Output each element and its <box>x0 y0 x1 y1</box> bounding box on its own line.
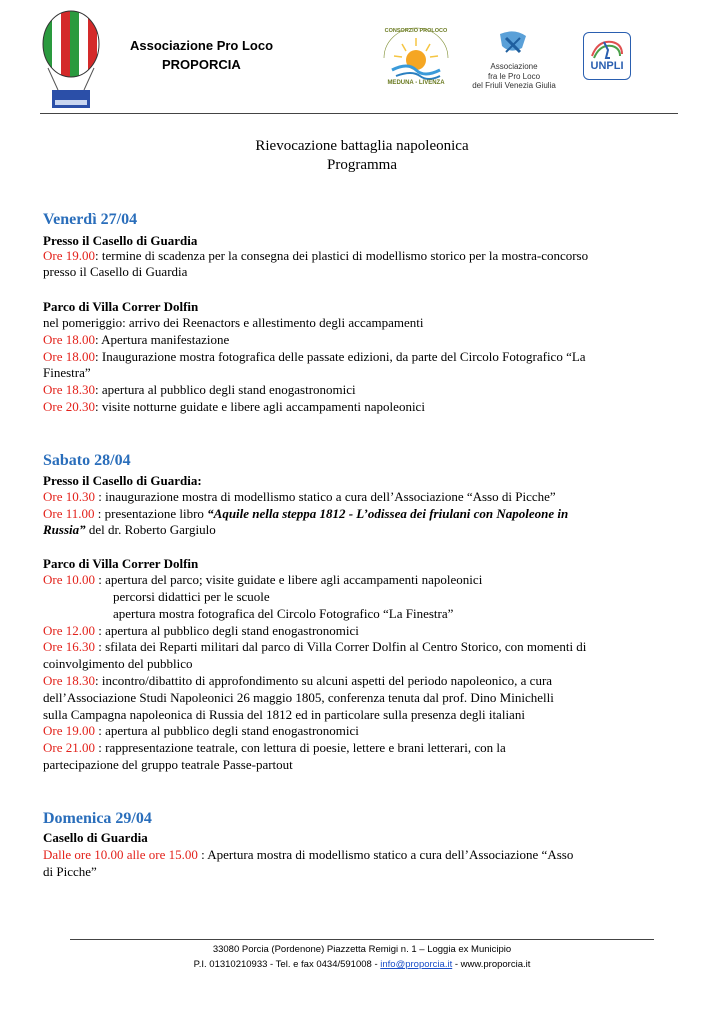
item-text: : visite notturne guidate e libere agli accampamenti napoleonici <box>95 399 425 414</box>
time-label: Ore 10.30 <box>43 489 95 504</box>
schedule-subitem: apertura mostra fotografica del Circolo Fotografico “La Finestra” <box>113 606 454 621</box>
document-title: Rievocazione battaglia napoleonica <box>255 138 469 154</box>
schedule-item <box>43 740 658 757</box>
consorzio-top-text: CONSORZIO PROLOCO <box>384 28 448 34</box>
item-text: di Picche” <box>43 864 97 879</box>
schedule-item <box>43 723 658 740</box>
item-text: presso il Casello di Guardia <box>43 264 188 279</box>
item-text: : presentazione libro <box>94 506 208 521</box>
item-text: del dr. Roberto Gargiulo <box>85 522 216 537</box>
schedule-item-cont <box>43 707 658 724</box>
item-text: : termine di scadenza per la consegna dei plastici di modellismo storico per la mostra-concorso <box>95 248 589 263</box>
document-subtitle: Programma <box>327 157 397 173</box>
fvg-line2: fra le Pro Loco <box>487 71 541 81</box>
fvg-line3: del Friuli Venezia Giulia <box>472 81 556 90</box>
location-heading: Parco di Villa Correr Dolfin <box>43 299 199 314</box>
time-label: Ore 11.00 <box>43 506 95 521</box>
schedule-item <box>43 315 658 332</box>
item-text: : Apertura mostra di modellismo statico a cura dell’Associazione “Asso <box>197 847 574 862</box>
time-label: Dalle ore 10.00 alle ore 15.00 <box>43 847 198 862</box>
consorzio-proloco-logo <box>378 24 454 96</box>
time-label: Ore 18.30 <box>43 382 95 397</box>
location-heading: Parco di Villa Correr Dolfin <box>43 556 199 571</box>
time-label: Ore 21.00 <box>43 740 95 755</box>
item-text: : Apertura manifestazione <box>95 332 230 347</box>
fvg-emblem-icon <box>496 26 532 60</box>
day-heading-sunday: Domenica 29/04 <box>43 810 152 827</box>
item-text: : Inaugurazione mostra fotografica delle passate edizioni, da parte del Circolo Fotografico “La <box>95 349 586 364</box>
location-heading: Casello di Guardia <box>43 830 148 845</box>
schedule-item <box>43 639 658 656</box>
schedule-item <box>43 847 658 864</box>
schedule-item <box>43 623 658 640</box>
location-heading: Presso il Casello di Guardia <box>43 233 198 248</box>
proporcia-balloon-logo <box>40 8 102 110</box>
time-label: Ore 12.00 <box>43 623 95 638</box>
association-subname: PROPORCIA <box>162 57 241 72</box>
schedule-item-cont <box>43 656 658 673</box>
item-text: sulla Campagna napoleonica di Russia del 1812 ed in particolare sulla presenza degli italiani <box>43 707 525 722</box>
fvg-line1: Associazione <box>490 62 538 71</box>
location-heading: Presso il Casello di Guardia: <box>43 473 202 488</box>
unpli-logo <box>583 32 631 80</box>
association-name: Associazione Pro Loco <box>130 38 274 53</box>
book-title: “Aquile nella steppa 1812 - L’odissea dei friulani con Napoleone in <box>207 506 569 521</box>
book-title: Russia” <box>43 522 86 537</box>
time-label: Ore 18.00 <box>43 349 95 364</box>
pro-loco-fvg-logo <box>468 24 560 98</box>
item-text: : sfilata dei Reparti militari dal parco di Villa Correr Dolfin al Centro Storico, con momenti di <box>95 639 587 654</box>
time-label: Ore 18.30 <box>43 673 95 688</box>
schedule-subitem: percorsi didattici per le scuole <box>113 589 270 604</box>
time-label: Ore 16.30 <box>43 639 95 654</box>
schedule-item-cont <box>43 690 658 707</box>
item-text: : inaugurazione mostra di modellismo statico a cura dell’Associazione “Asso di Picche” <box>95 489 556 504</box>
footer-address: 33080 Porcia (Pordenone) Piazzetta Remigi n. 1 – Loggia ex Municipio <box>212 944 512 955</box>
schedule-item-cont <box>43 757 658 774</box>
schedule-item-cont <box>43 264 658 281</box>
footer-website: - www.proporcia.it <box>452 959 531 970</box>
item-text: : rappresentazione teatrale, con lettura di poesie, lettere e brani letterari, con la <box>95 740 506 755</box>
schedule-item-cont <box>43 365 658 382</box>
time-label: Ore 19.00 <box>43 248 95 263</box>
unpli-text: UNPLI <box>590 60 624 72</box>
item-text: nel pomeriggio: arrivo dei Reenactors e allestimento degli accampamenti <box>43 315 424 330</box>
item-text: : apertura al pubblico degli stand enogastronomici <box>95 723 359 738</box>
footer-divider <box>70 939 654 940</box>
schedule-item <box>43 349 658 366</box>
time-label: Ore 20.30 <box>43 399 95 414</box>
day-heading-saturday: Sabato 28/04 <box>43 452 131 469</box>
item-text: partecipazione del gruppo teatrale Passe-partout <box>43 757 293 772</box>
schedule-item-cont <box>43 522 658 539</box>
item-text: : incontro/dibattito di approfondimento su alcuni aspetti del periodo napoleonico, a cura <box>95 673 553 688</box>
day-heading-friday: Venerdì 27/04 <box>43 211 138 228</box>
schedule-item <box>43 506 658 523</box>
schedule-item <box>43 399 658 416</box>
schedule-item <box>43 489 658 506</box>
italy-map-icon <box>588 36 626 60</box>
schedule-item <box>43 572 658 589</box>
item-text: : apertura del parco; visite guidate e libere agli accampamenti napoleonici <box>95 572 483 587</box>
schedule-item <box>43 382 658 399</box>
time-label: Ore 19.00 <box>43 723 95 738</box>
schedule-item <box>43 248 658 265</box>
footer-email-link[interactable]: info@proporcia.it <box>380 959 453 970</box>
item-text: dell’Associazione Studi Napoleonici 26 maggio 1805, conferenza tenuta dal prof. Dino Minichelli <box>43 690 554 705</box>
item-text: coinvolgimento del pubblico <box>43 656 193 671</box>
time-label: Ore 10.00 <box>43 572 95 587</box>
item-text: : apertura al pubblico degli stand enogastronomici <box>95 382 356 397</box>
item-text: : apertura al pubblico degli stand enogastronomici <box>95 623 359 638</box>
time-label: Ore 18.00 <box>43 332 95 347</box>
schedule-item-cont <box>43 864 658 881</box>
item-text: Finestra” <box>43 365 91 380</box>
footer-vat-phone: P.I. 01310210933 - Tel. e fax 0434/591008 - <box>193 959 381 970</box>
schedule-item <box>43 673 658 690</box>
header-divider <box>40 113 678 114</box>
footer-contacts <box>0 959 724 970</box>
consorzio-bottom-text: MEDUNA - LIVENZA <box>387 80 445 86</box>
schedule-item <box>43 332 658 349</box>
